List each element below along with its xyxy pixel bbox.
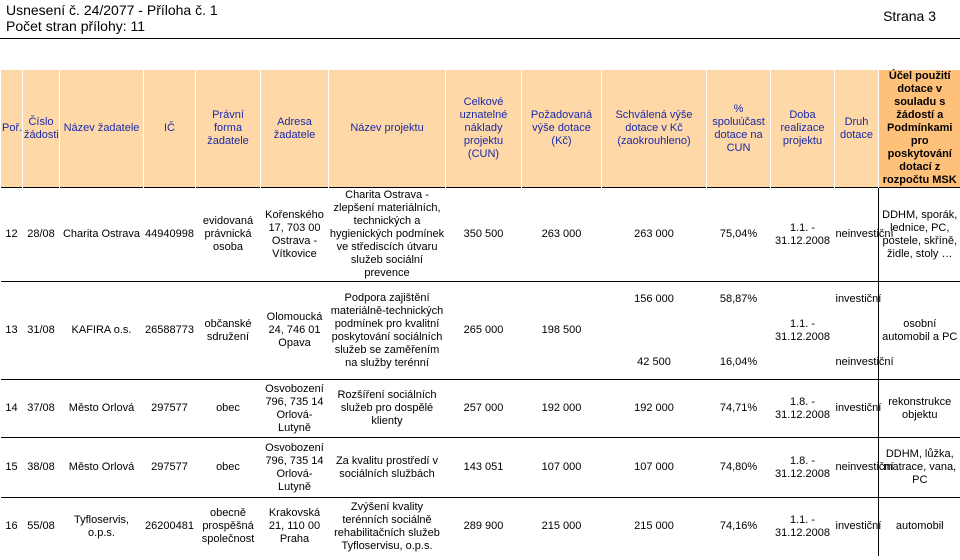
cell-nazev: Tyfloservis, o.p.s. <box>60 498 144 556</box>
cell-schvalena <box>602 282 707 380</box>
col-header-doba: Doba realizace projektu <box>771 70 835 188</box>
cell-projekt: Charita Ostrava - zlepšení materiálních, technických a hygienických podmínek ve střediscích útvaru služeb sociální prevence <box>329 188 446 282</box>
cell-nazev: Město Orlová <box>60 438 144 498</box>
table-row <box>1 380 960 438</box>
table-row <box>1 188 960 282</box>
col-header-nazev: Název žadatele <box>60 70 144 188</box>
table-header-row <box>1 70 960 188</box>
col-header-projekt: Název projektu <box>329 70 446 188</box>
cell-projekt: Zvýšení kvality terénních sociálně rehabilitačních služeb Tyfloservisu, o.p.s. <box>329 498 446 556</box>
cell-poradi: 12 <box>1 188 23 282</box>
col-header-procento: % spoluúčast dotace na CUN <box>707 70 771 188</box>
cell-druh: investiční <box>835 498 879 556</box>
cell-druh: neinvestiční <box>835 438 879 498</box>
cell-ucel: DDHM, sporák, lednice, PC, postele, skříně, židle, stoly … <box>879 188 960 282</box>
col-header-forma: Právní forma žadatele <box>196 70 261 188</box>
cell-poradi: 16 <box>1 498 23 556</box>
cell-pozadovana: 215 000 <box>522 498 602 556</box>
cell-projekt: Za kvalitu prostředí v sociálních službách <box>329 438 446 498</box>
cell-forma: obecně prospěšná společnost <box>196 498 261 556</box>
document-header <box>6 2 218 34</box>
cell-adresa: Olomoucká 24, 746 01 Opava <box>261 282 329 380</box>
resolution-title: Usnesení č. 24/2077 - Příloha č. 1 <box>6 2 218 18</box>
cell-procento <box>707 282 771 380</box>
cell-procento: 74,80% <box>707 438 771 498</box>
schvalena-neinvesticni: 42 500 <box>637 355 671 368</box>
cell-procento: 75,04% <box>707 188 771 282</box>
col-header-druh: Druh dotace <box>835 70 879 188</box>
procento-neinvesticni: 16,04% <box>719 355 758 368</box>
druh-neinvesticni: neinvestiční <box>835 355 894 368</box>
cell-forma: občanské sdružení <box>196 282 261 380</box>
cell-pozadovana: 107 000 <box>522 438 602 498</box>
cell-ic: 26588773 <box>144 282 196 380</box>
col-header-cun: Celkové uznatelné náklady projektu (CUN) <box>446 70 522 188</box>
cell-cun: 257 000 <box>446 380 522 438</box>
cell-cislo: 31/08 <box>23 282 60 380</box>
cell-nazev: Město Orlová <box>60 380 144 438</box>
cell-ic: 26200481 <box>144 498 196 556</box>
page-number: Strana 3 <box>883 8 936 24</box>
cell-doba: 1.1. - 31.12.2008 <box>771 188 835 282</box>
col-header-ucel: Účel použití dotace v souladu s žádostí a Podmínkami pro poskytování dotací z rozpočtu MSK <box>879 70 960 188</box>
cell-nazev: KAFIRA o.s. <box>60 282 144 380</box>
cell-doba: 1.8. - 31.12.2008 <box>771 380 835 438</box>
cell-cislo: 38/08 <box>23 438 60 498</box>
cell-doba: 1.1. - 31.12.2008 <box>771 498 835 556</box>
cell-schvalena: 263 000 <box>602 188 707 282</box>
cell-forma: obec <box>196 438 261 498</box>
cell-druh <box>835 282 894 380</box>
col-header-pozadovana: Požadovaná výše dotace (Kč) <box>522 70 602 188</box>
cell-adresa: Osvobození 796, 735 14 Orlová-Lutyně <box>261 438 329 498</box>
cell-forma: obec <box>196 380 261 438</box>
cell-schvalena: 192 000 <box>602 380 707 438</box>
cell-doba: 1.8. - 31.12.2008 <box>771 438 835 498</box>
cell-pozadovana: 192 000 <box>522 380 602 438</box>
cell-cun: 143 051 <box>446 438 522 498</box>
cell-poradi: 13 <box>1 282 23 380</box>
col-header-poradi: Poř. <box>1 70 23 188</box>
cell-nazev: Charita Ostrava <box>60 188 144 282</box>
cell-procento: 74,16% <box>707 498 771 556</box>
cell-ucel: automobil <box>879 498 960 556</box>
table-row <box>1 498 960 556</box>
procento-investicni: 58,87% <box>719 292 758 305</box>
col-header-ic: IČ <box>144 70 196 188</box>
cell-poradi: 14 <box>1 380 23 438</box>
cell-doba: 1.1. - 31.12.2008 <box>771 282 835 380</box>
cell-cun: 289 900 <box>446 498 522 556</box>
cell-schvalena: 107 000 <box>602 438 707 498</box>
cell-druh: neinvestiční <box>835 188 879 282</box>
cell-projekt: Podpora zajištění materiálně-technických podmínek pro kvalitní poskytování sociálních služeb se zaměřením na služby terénní <box>329 282 446 380</box>
cell-forma: evidovaná právnická osoba <box>196 188 261 282</box>
cell-projekt: Rozšíření sociálních služeb pro dospělé klienty <box>329 380 446 438</box>
table-row <box>1 438 960 498</box>
table-row <box>1 282 960 380</box>
cell-ucel: rekonstrukce objektu <box>879 380 960 438</box>
cell-schvalena: 215 000 <box>602 498 707 556</box>
grants-table <box>0 70 960 556</box>
cell-cislo: 55/08 <box>23 498 60 556</box>
cell-ucel: osobní automobil a PC <box>879 282 960 380</box>
cell-cun: 350 500 <box>446 188 522 282</box>
cell-adresa: Kořenského 17, 703 00 Ostrava - Vítkovice <box>261 188 329 282</box>
cell-cislo: 28/08 <box>23 188 60 282</box>
attachment-page-count: Počet stran přílohy: 11 <box>6 18 146 34</box>
cell-cislo: 37/08 <box>23 380 60 438</box>
cell-ic: 44940998 <box>144 188 196 282</box>
cell-procento: 74,71% <box>707 380 771 438</box>
cell-pozadovana: 198 500 <box>522 282 602 380</box>
cell-ucel: DDHM, lůžka, matrace, vana, PC <box>879 438 960 498</box>
cell-ic: 297577 <box>144 380 196 438</box>
cell-poradi: 15 <box>1 438 23 498</box>
schvalena-investicni: 156 000 <box>634 292 674 305</box>
cell-pozadovana: 263 000 <box>522 188 602 282</box>
cell-adresa: Krakovská 21, 110 00 Praha <box>261 498 329 556</box>
cell-adresa: Osvobození 796, 735 14 Orlová-Lutyně <box>261 380 329 438</box>
col-header-adresa: Adresa žadatele <box>261 70 329 188</box>
col-header-cislo: Číslo žádosti <box>23 70 60 188</box>
cell-druh: investiční <box>835 380 879 438</box>
cell-ic: 297577 <box>144 438 196 498</box>
col-header-schvalena: Schválená výše dotace v Kč (zaokrouhleno) <box>602 70 707 188</box>
header-divider <box>0 38 960 39</box>
cell-cun: 265 000 <box>446 282 522 380</box>
druh-investicni: investiční <box>835 292 882 305</box>
